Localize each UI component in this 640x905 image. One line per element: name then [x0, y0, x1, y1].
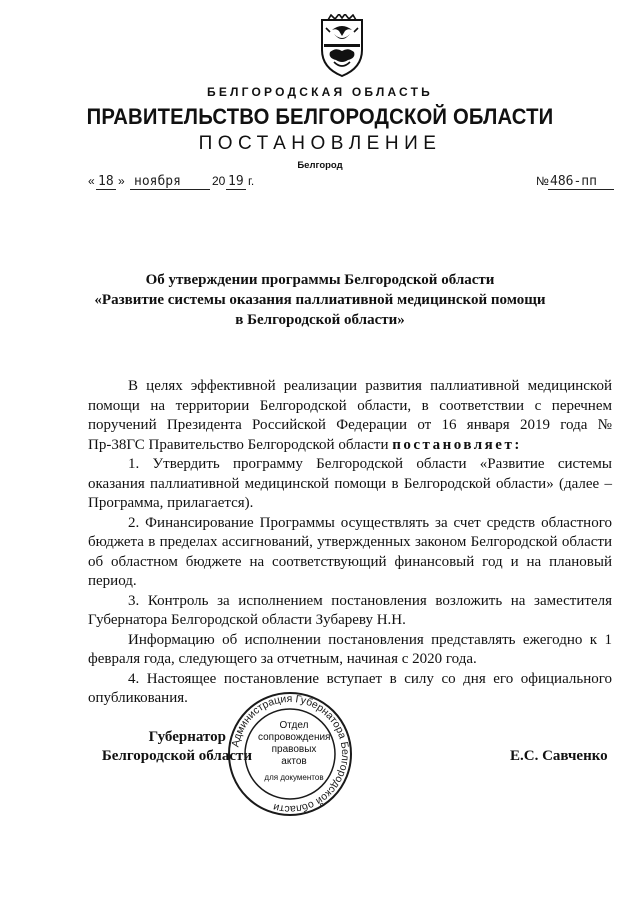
- preamble-paragraph: [88, 377, 612, 455]
- date-year-suffix: 19: [228, 174, 244, 189]
- number-value: 486-пп: [550, 174, 597, 189]
- document-body: [88, 377, 612, 709]
- title-line-1: Об утверждении программы Белгородской области: [145, 272, 495, 288]
- item-1-paragraph: 1. Утвердить программу Белгородской области «Развитие системы оказания паллиативной медицинской помощи в Белгородской области» (далее – Программа, прилагается).: [88, 456, 612, 511]
- document-number: [536, 174, 616, 192]
- date-year-abbr: г.: [248, 174, 255, 188]
- stamp-inner-text: [258, 720, 330, 784]
- stamp-line-2: сопровождения: [258, 732, 331, 743]
- date-close-quote: »: [118, 174, 125, 188]
- number-prefix: №: [536, 174, 549, 188]
- document-type: ПОСТАНОВЛЕНИЕ: [198, 133, 442, 154]
- document-title: [60, 270, 580, 330]
- item-2-paragraph: 2. Финансирование Программы осуществлять за счет средств областного бюджета в пределах ассигнований, утвержденных законом Белгородской области об областном бюджете на соответствующий финансовый год и на плановый период.: [88, 514, 612, 589]
- date-day-underline: [96, 189, 116, 190]
- stamp-ring-text: Администрация Губернатора Белгородской области: [229, 692, 352, 816]
- position-line-1: Губернатор: [148, 729, 226, 745]
- item-4-paragraph: 4. Настоящее постановление вступает в силу со дня его официального опубликования.: [88, 670, 612, 706]
- city-name: Белгород: [297, 160, 343, 171]
- item-3-info-paragraph: Информацию об исполнении постановления представлять ежегодно к 1 февраля года, следующего за отчетным, начиная с 2020 года.: [88, 631, 612, 667]
- stamp-line-3: правовых: [271, 744, 317, 755]
- date-day: 18: [98, 174, 114, 189]
- stamp-line-1: Отдел: [279, 720, 309, 731]
- date-month-underline: [130, 189, 210, 190]
- stamp-bottom-text: для документов: [264, 773, 324, 782]
- number-underline: [548, 189, 614, 190]
- decree-word: постановляет:: [392, 436, 522, 453]
- coat-of-arms-emblem: [318, 14, 366, 78]
- title-line-2: «Развитие системы оказания паллиативной медицинской помощи: [94, 292, 546, 308]
- stamp-line-4: актов: [281, 756, 307, 767]
- government-name: ПРАВИТЕЛЬСТВО БЕЛГОРОДСКОЙ ОБЛАСТИ: [86, 104, 554, 129]
- date-open-quote: «: [88, 174, 95, 188]
- date-year-prefix: 20: [212, 174, 226, 188]
- item-3-paragraph: 3. Контроль за исполнением постановления возложить на заместителя Губернатора Белгородской области Зубареву Н.Н.: [88, 592, 612, 628]
- date-year-underline: [226, 189, 246, 190]
- position-line-2: Белгородской области: [101, 748, 252, 764]
- date-month: ноября: [134, 174, 181, 189]
- region-name: БЕЛГОРОДСКАЯ ОБЛАСТЬ: [207, 85, 433, 99]
- preamble-text: В целях эффективной реализации развития паллиативной медицинской помощи на территории Белгородской области, в соответствии с перечнем поручений Президента Российской Федерации от 16 января 2019 года № Пр-38ГС Правительство Белгородской области: [88, 378, 612, 453]
- title-line-3: в Белгородской области»: [235, 312, 405, 328]
- document-date: [88, 174, 268, 192]
- signatory-name: Е.С. Савченко: [510, 748, 608, 764]
